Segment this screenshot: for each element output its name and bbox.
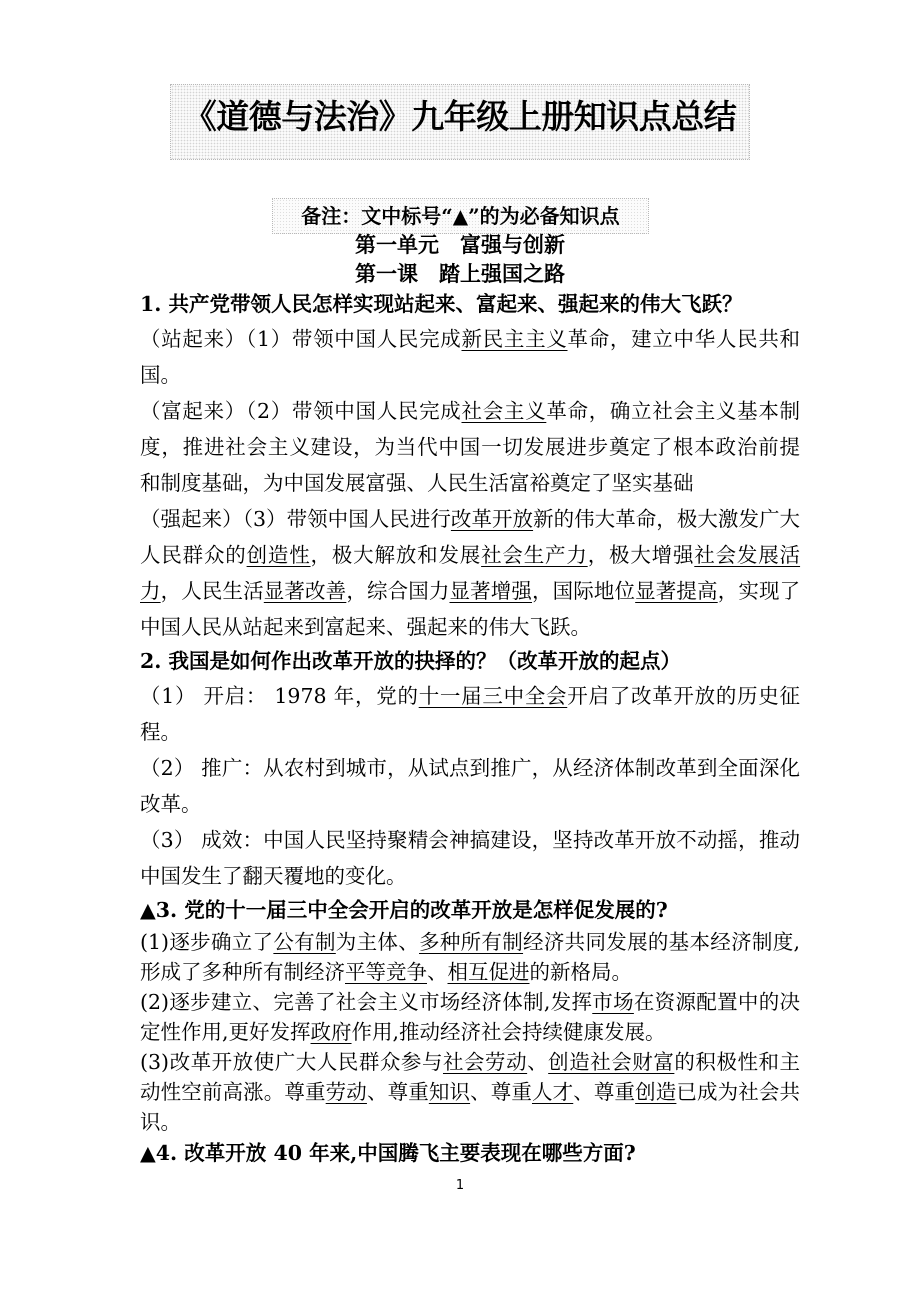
text-run: 作用,推动经济社会持续健康发展。 <box>351 1020 666 1044</box>
key-term: 公有制 <box>273 930 336 954</box>
note-text: 备注：文中标号“▲”的为必备知识点 <box>301 204 620 228</box>
text-run: （3） 成效：中国人民坚持聚精会神搞建设，坚持改革开放不动摇，推动中国发生了翻天覆地的变化。 <box>140 828 800 888</box>
text-run: （富起来）（2）带领中国人民完成 <box>140 399 462 423</box>
text-run: (1)逐步确立了 <box>140 930 274 954</box>
key-term: 创造社会财富 <box>548 1050 675 1074</box>
note-box <box>272 198 649 234</box>
answer-paragraph <box>140 501 800 645</box>
key-term: 市场 <box>592 990 634 1014</box>
question-heading: 1. 共产党带领人民怎样实现站起来、富起来、强起来的伟大飞跃？ <box>140 292 743 316</box>
key-term: 改革开放 <box>450 507 534 531</box>
text-run: 革命，建立中华人民共和国。 <box>140 327 801 387</box>
text-run: 、尊重 <box>573 1080 636 1104</box>
key-term: 劳动 <box>325 1080 367 1104</box>
key-term: 新民主主义 <box>461 327 568 351</box>
key-term: 社会生产力 <box>481 543 588 567</box>
key-term: 十一届三中全会 <box>418 684 568 708</box>
key-term: 显著增强 <box>449 579 533 603</box>
answer-paragraph <box>140 1047 800 1137</box>
question-heading: ▲4. 改革开放 40 年来,中国腾飞主要表现在哪些方面? <box>140 1141 636 1165</box>
answer-paragraph <box>140 678 800 750</box>
text-run: ，极大解放和发展 <box>310 543 482 567</box>
key-term: 社会劳动 <box>442 1050 528 1074</box>
text-run: 、尊重 <box>366 1080 429 1104</box>
key-term: 人才 <box>531 1080 574 1104</box>
answer-paragraph <box>140 927 800 987</box>
answer-paragraph <box>140 393 821 501</box>
text-run: （站起来）（1）带领中国人民完成 <box>140 327 462 351</box>
key-term: 多种所有制 <box>419 930 524 954</box>
key-term: 创造性 <box>246 543 311 567</box>
answer-paragraph <box>140 987 800 1047</box>
lesson-title: 第一课 踏上强国之路 <box>355 261 565 286</box>
key-term: 政府 <box>310 1020 352 1044</box>
text-run: 、 <box>427 960 448 984</box>
text-run: ，综合国力 <box>346 579 450 603</box>
text-run: 经济共同发展的基本经济制度,形成了多种所有制经济 <box>140 930 801 984</box>
text-run: ，国际地位 <box>532 579 636 603</box>
text-run: （2） 推广：从农村到城市，从试点到推广，从经济体制改革到全面深化改革。 <box>140 756 800 816</box>
text-run: 开启了改革开放的历史征程。 <box>140 684 801 744</box>
page-number: 1 <box>455 1178 465 1193</box>
text-run: ，实现了中国人民从站起来到富起来、强起来的伟大飞跃。 <box>140 579 801 639</box>
document-body <box>140 288 821 1170</box>
key-term: 显著改善 <box>263 579 347 603</box>
text-run: （强起来）（3）带领中国人民进行 <box>140 507 451 531</box>
answer-paragraph <box>140 822 800 894</box>
key-term: 创造 <box>635 1080 677 1104</box>
text-run: 的积极性和主动性空前高涨。尊重 <box>140 1050 801 1104</box>
text-run: 为主体、 <box>335 930 420 954</box>
key-term: 相互促进 <box>447 960 530 984</box>
text-run: 革命，确立社会主义基本制度，推进社会主义建设，为当代中国一切发展进步奠定了根本政治前提 和制度基础，为中国发展富强、人民生活富裕奠定了坚实基础 <box>140 399 821 495</box>
text-run: 、 <box>527 1050 549 1074</box>
key-term: 社会发展活力 <box>140 543 801 603</box>
answer-paragraph <box>140 750 800 822</box>
text-run: (3)改革开放使广大人民群众参与 <box>140 1050 443 1074</box>
key-term: 知识 <box>428 1080 471 1104</box>
text-run: ，极大增强 <box>587 543 695 567</box>
question-heading: 2. 我国是如何作出改革开放的抉择的？（改革开放的起点） <box>140 649 682 673</box>
title-box <box>170 84 750 160</box>
text-run: 、尊重 <box>470 1080 532 1104</box>
key-term: 平等竞争 <box>345 960 427 984</box>
key-term: 社会主义 <box>461 399 547 423</box>
text-run: 已成为社会共识。 <box>140 1080 801 1134</box>
text-run: ，人民生活 <box>160 579 264 603</box>
document-title: 《道德与法治》九年级上册知识点总结 <box>183 97 737 136</box>
question-heading: ▲3. 党的十一届三中全会开启的改革开放是怎样促发展的? <box>140 898 668 922</box>
text-run: (2)逐步建立、完善了社会主义市场经济体制,发挥 <box>140 990 593 1014</box>
text-run: 新的伟大革命，极大激发广大人民群众的 <box>140 507 801 567</box>
text-run: 在资源配置中的决定性作用,更好发挥 <box>140 990 801 1044</box>
text-run: （1） 开启： 1978 年，党的 <box>140 684 419 708</box>
unit-title: 第一单元 富强与创新 <box>355 232 565 257</box>
answer-paragraph <box>140 321 800 393</box>
key-term: 显著提高 <box>635 579 718 603</box>
text-run: 的新格局。 <box>529 960 632 984</box>
